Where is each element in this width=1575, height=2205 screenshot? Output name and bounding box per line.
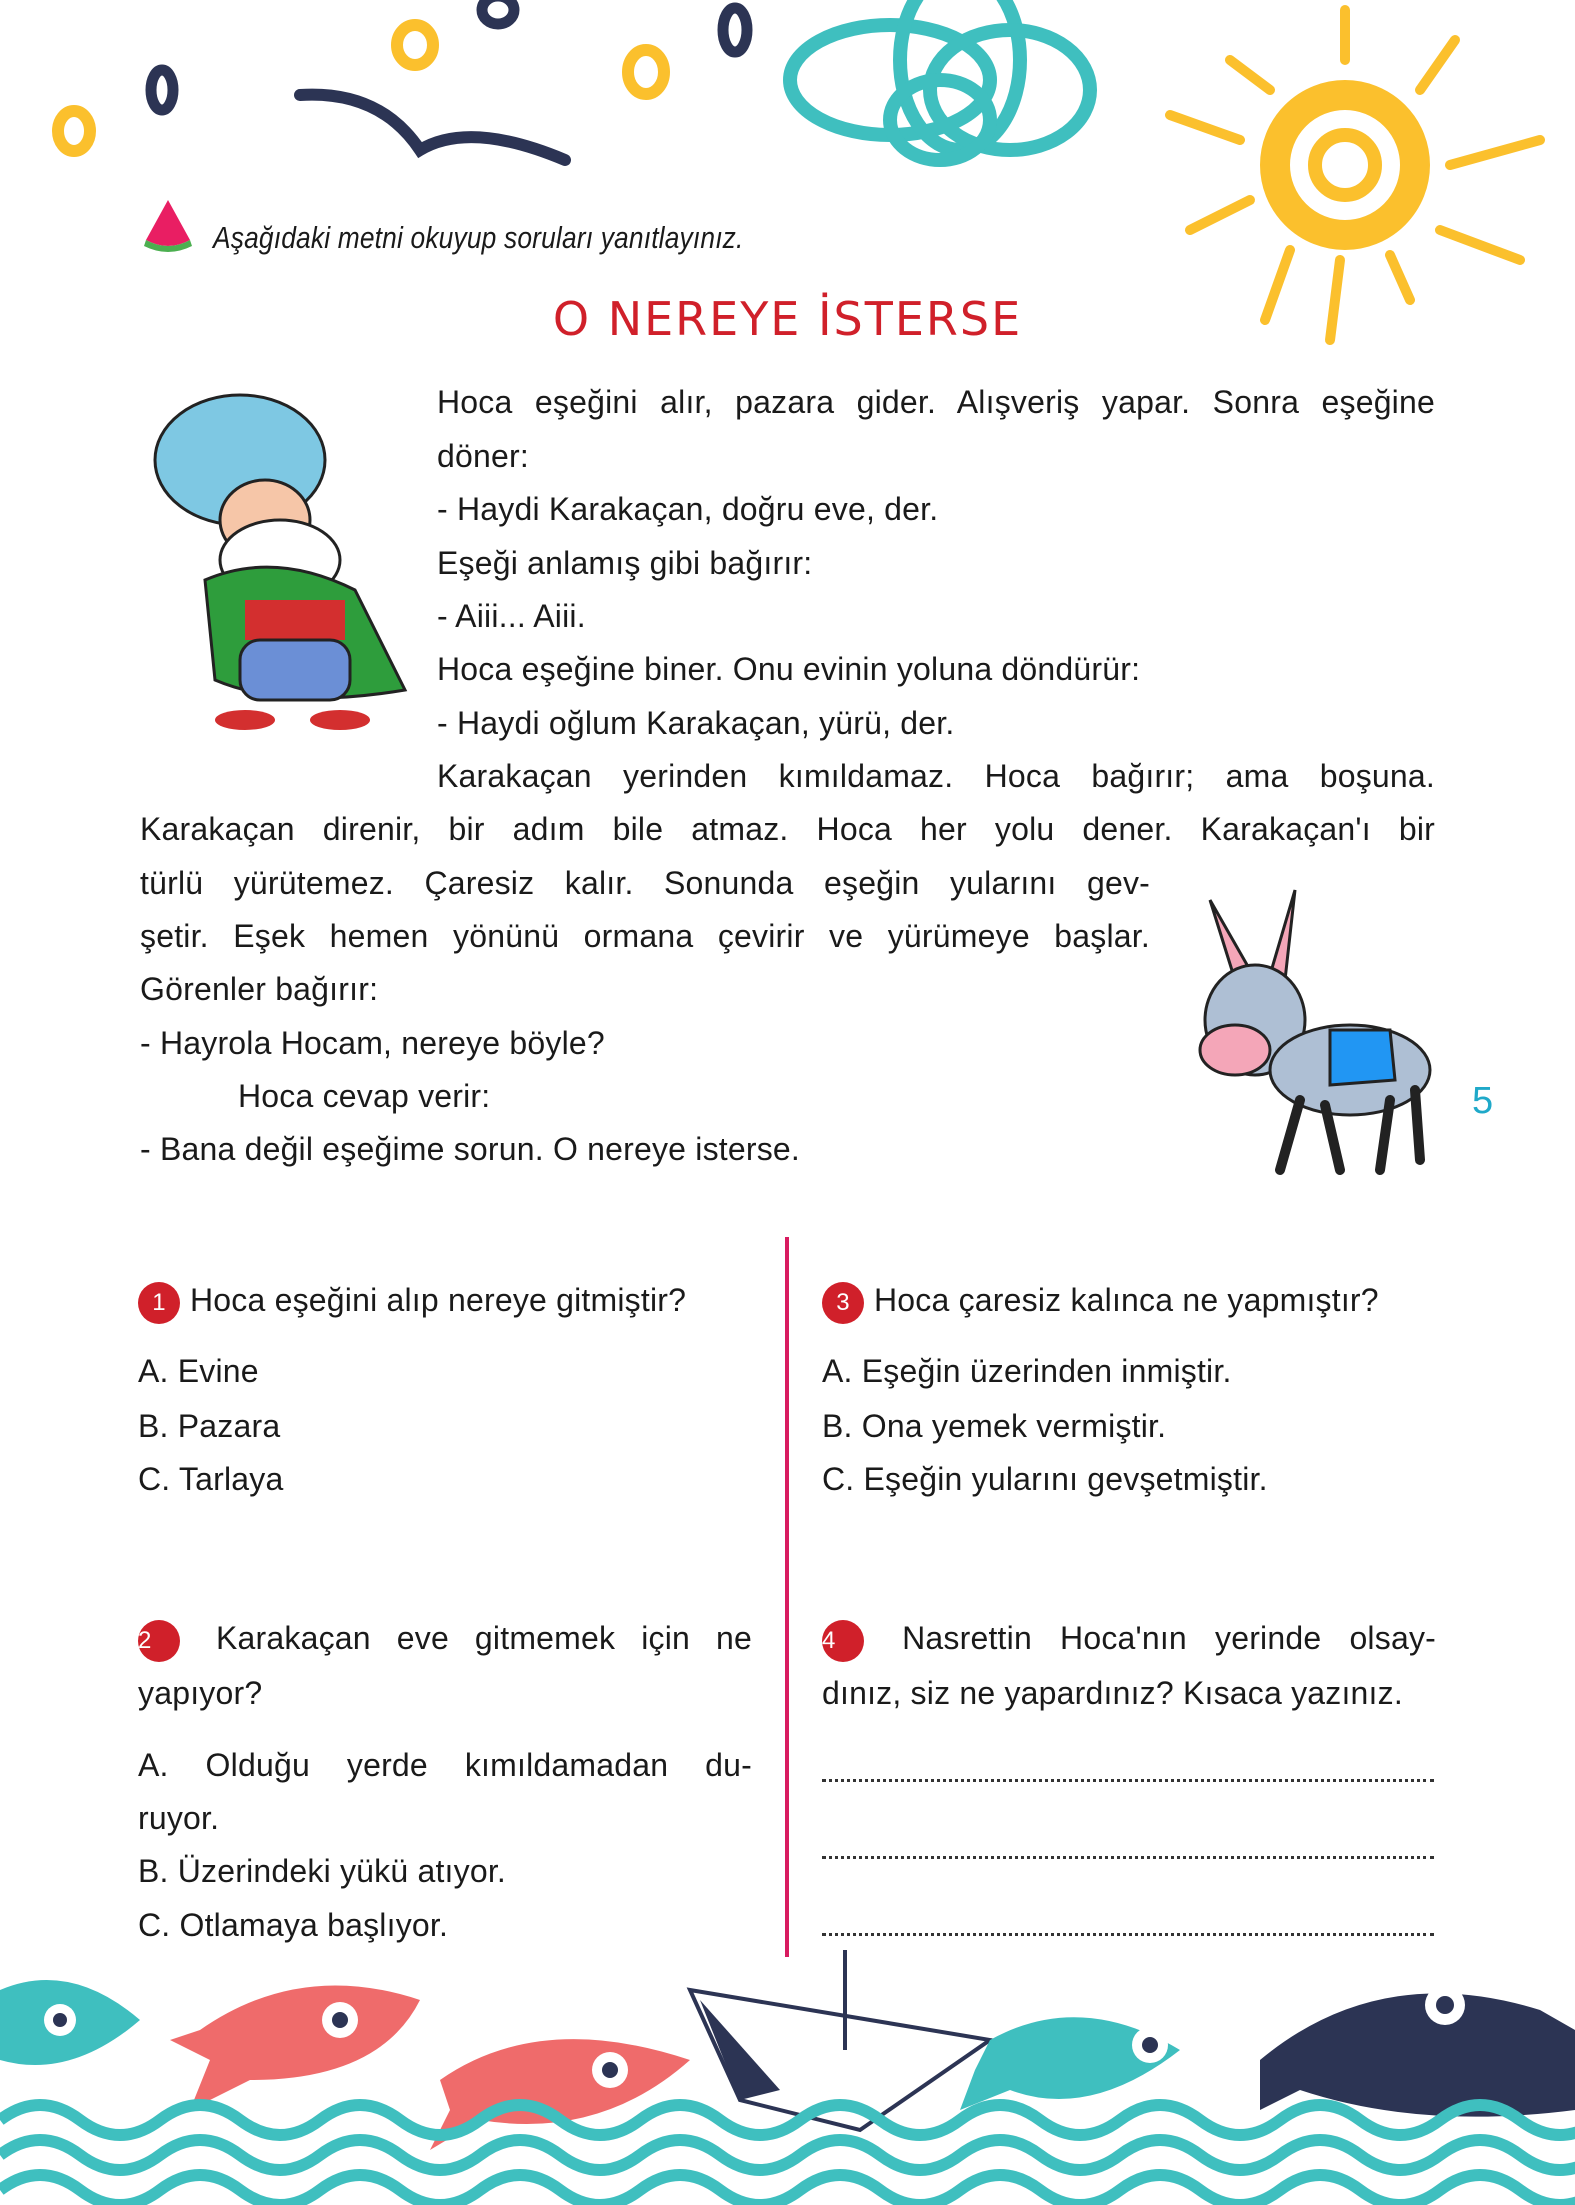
- donkey-illustration: [1180, 880, 1440, 1190]
- question-text: yapıyor?: [138, 1675, 263, 1711]
- story-line: - Aiii... Aiii.: [437, 598, 586, 634]
- answer-option[interactable]: C. Tarlaya: [138, 1461, 284, 1497]
- question-text: Karakaçan eve gitmemek için ne: [215, 1620, 752, 1656]
- question-number-badge: 3: [822, 1282, 864, 1324]
- question-number-badge: 4: [822, 1620, 864, 1662]
- story-line: - Haydi oğlum Karakaçan, yürü, der.: [437, 705, 955, 741]
- question-text: Nasrettin Hoca'nın yerinde olsay-: [902, 1620, 1436, 1656]
- answer-option[interactable]: A. Olduğu yerde kımıldamadan du-: [138, 1747, 752, 1783]
- answer-option[interactable]: B. Ona yemek vermiştir.: [822, 1408, 1167, 1444]
- story-line: türlü yürütemez. Çaresiz kalır. Sonunda eşeğin yularını gev-: [140, 865, 1150, 901]
- answer-line[interactable]: [822, 1933, 1434, 1936]
- story-line: döner:: [437, 438, 529, 474]
- question-number-badge: 1: [138, 1282, 180, 1324]
- story-line: - Haydi Karakaçan, doğru eve, der.: [437, 491, 939, 527]
- answer-option[interactable]: ruyor.: [138, 1800, 220, 1836]
- story-line: Hoca cevap verir:: [238, 1078, 491, 1114]
- question-number-badge: 2: [138, 1620, 180, 1662]
- sun-icon: [1170, 10, 1540, 340]
- answer-option[interactable]: A. Eşeğin üzerinden inmiştir.: [822, 1353, 1232, 1389]
- instruction-text: Aşağıdaki metni okuyup soruları yanıtlayınız.: [213, 220, 744, 255]
- story-line: Görenler bağırır:: [140, 971, 379, 1007]
- bottom-decorations: [0, 1950, 1575, 2205]
- story-line: Hoca eşeğine biner. Onu evinin yoluna döndürür:: [437, 651, 1141, 687]
- answer-line[interactable]: [822, 1779, 1434, 1782]
- story-line: - Hayrola Hocam, nereye böyle?: [140, 1025, 605, 1061]
- page-number: 5: [1472, 1080, 1494, 1122]
- story-line: şetir. Eşek hemen yönünü ormana çevirir ve yürümeye başlar.: [140, 918, 1150, 954]
- answer-option[interactable]: C. Eşeğin yularını gevşetmiştir.: [822, 1461, 1268, 1497]
- question-text: Hoca çaresiz kalınca ne yapmıştır?: [874, 1282, 1379, 1318]
- bird-stroke: [300, 95, 565, 160]
- answer-option[interactable]: C. Otlamaya başlıyor.: [138, 1907, 449, 1943]
- answer-option[interactable]: A. Evine: [138, 1353, 259, 1389]
- waves: [0, 2105, 1575, 2205]
- column-divider: [785, 1237, 789, 1957]
- question-text: Hoca eşeğini alıp nereye gitmiştir?: [190, 1282, 687, 1318]
- watermelon-icon: [138, 196, 198, 256]
- answer-option[interactable]: B. Pazara: [138, 1408, 281, 1444]
- answer-line[interactable]: [822, 1856, 1434, 1859]
- nasreddin-hoca-illustration: [135, 390, 415, 740]
- answer-option[interactable]: B. Üzerindeki yükü atıyor.: [138, 1853, 507, 1889]
- story-line: Eşeği anlamış gibi bağırır:: [437, 545, 813, 581]
- story-line: - Bana değil eşeğime sorun. O nereye isterse.: [140, 1131, 800, 1167]
- story-line: Karakaçan yerinden kımıldamaz. Hoca bağırır; ama boşuna.: [437, 758, 1435, 794]
- story-line: Hoca eşeğini alır, pazara gider. Alışveriş yapar. Sonra eşeğine: [437, 384, 1435, 420]
- teal-flower: [790, 0, 1090, 160]
- question-text: dınız, siz ne yapardınız? Kısaca yazınız.: [822, 1675, 1403, 1711]
- story-line: Karakaçan direnir, bir adım bile atmaz. Hoca her yolu dener. Karakaçan'ı bir: [140, 811, 1435, 847]
- story-title: O NEREYE İSTERSE: [552, 292, 1023, 346]
